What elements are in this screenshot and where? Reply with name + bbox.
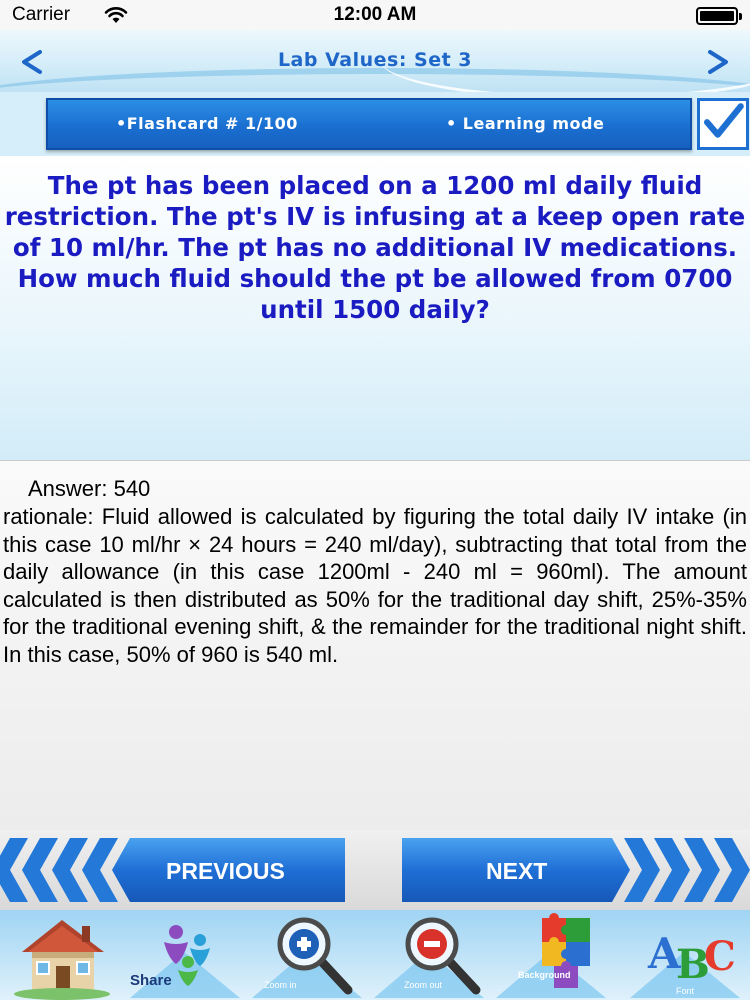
navigation-header — [0, 30, 750, 92]
zoom-in-button[interactable] — [248, 912, 366, 1000]
house-icon — [4, 912, 122, 1000]
zoom-out-label: Zoom out — [404, 980, 443, 990]
battery-icon — [696, 7, 738, 25]
question-area — [0, 156, 750, 460]
svg-text:C: C — [704, 933, 736, 980]
share-button[interactable] — [126, 912, 244, 1000]
pager-area — [0, 830, 750, 910]
mode-label: • Learning mode — [446, 114, 605, 133]
chevron-right-icon[interactable] — [700, 44, 736, 80]
checkmark-icon — [700, 101, 746, 147]
puzzle-icon — [492, 912, 610, 1000]
zoom-in-label: Zoom in — [264, 980, 297, 990]
next-button[interactable] — [402, 834, 750, 906]
rationale-text: rationale: Fluid allowed is calculated by figuring the total daily IV intake (in this case 10 ml/hr × 24 hours = 240 ml/day), subtracting that total from the daily allowance (in this case 1200ml - 240 ml = 960ml). The amount calculated is then distributed as 50% for the traditional day shift, 25%-35% for the traditional evening shift, & the remainder for the traditional night shift. In this case, 50% of 960 is 540 ml. — [3, 504, 747, 667]
svg-text:B: B — [676, 941, 710, 988]
home-button[interactable] — [4, 912, 122, 1000]
background-label: Background — [518, 970, 571, 980]
answer-label: Answer: 540 — [28, 476, 151, 501]
question-text: The pt has been placed on a 1200 ml daily fluid restriction. The pt's IV is infusing at a keep open rate of 10 ml/hr. The pt has no additional IV medications. How much fluid should the pt be allowed from 0700 until 1500 daily? — [4, 171, 746, 324]
share-label: Share — [130, 972, 172, 989]
answer-area — [0, 460, 750, 830]
learning-mode-checkbox[interactable] — [697, 98, 749, 150]
bottom-toolbar — [0, 910, 750, 1000]
flashcard-info-bar — [46, 98, 692, 150]
status-bar — [0, 0, 750, 30]
previous-label: PREVIOUS — [166, 858, 285, 884]
clock: 12:00 AM — [333, 4, 417, 25]
font-button[interactable] — [626, 912, 744, 1000]
previous-button[interactable] — [0, 834, 345, 906]
background-button[interactable] — [492, 912, 610, 1000]
zoom-out-button[interactable] — [370, 912, 488, 1000]
font-label: Font — [676, 986, 695, 996]
info-area — [0, 92, 750, 156]
page-title: Lab Values: Set 3 — [277, 49, 473, 71]
next-button-shape — [402, 834, 750, 906]
svg-text:A: A — [648, 929, 681, 978]
carrier-label: Carrier — [12, 4, 71, 25]
next-label: NEXT — [486, 858, 548, 884]
flashcard-counter: •Flashcard # 1/100 — [116, 114, 298, 133]
